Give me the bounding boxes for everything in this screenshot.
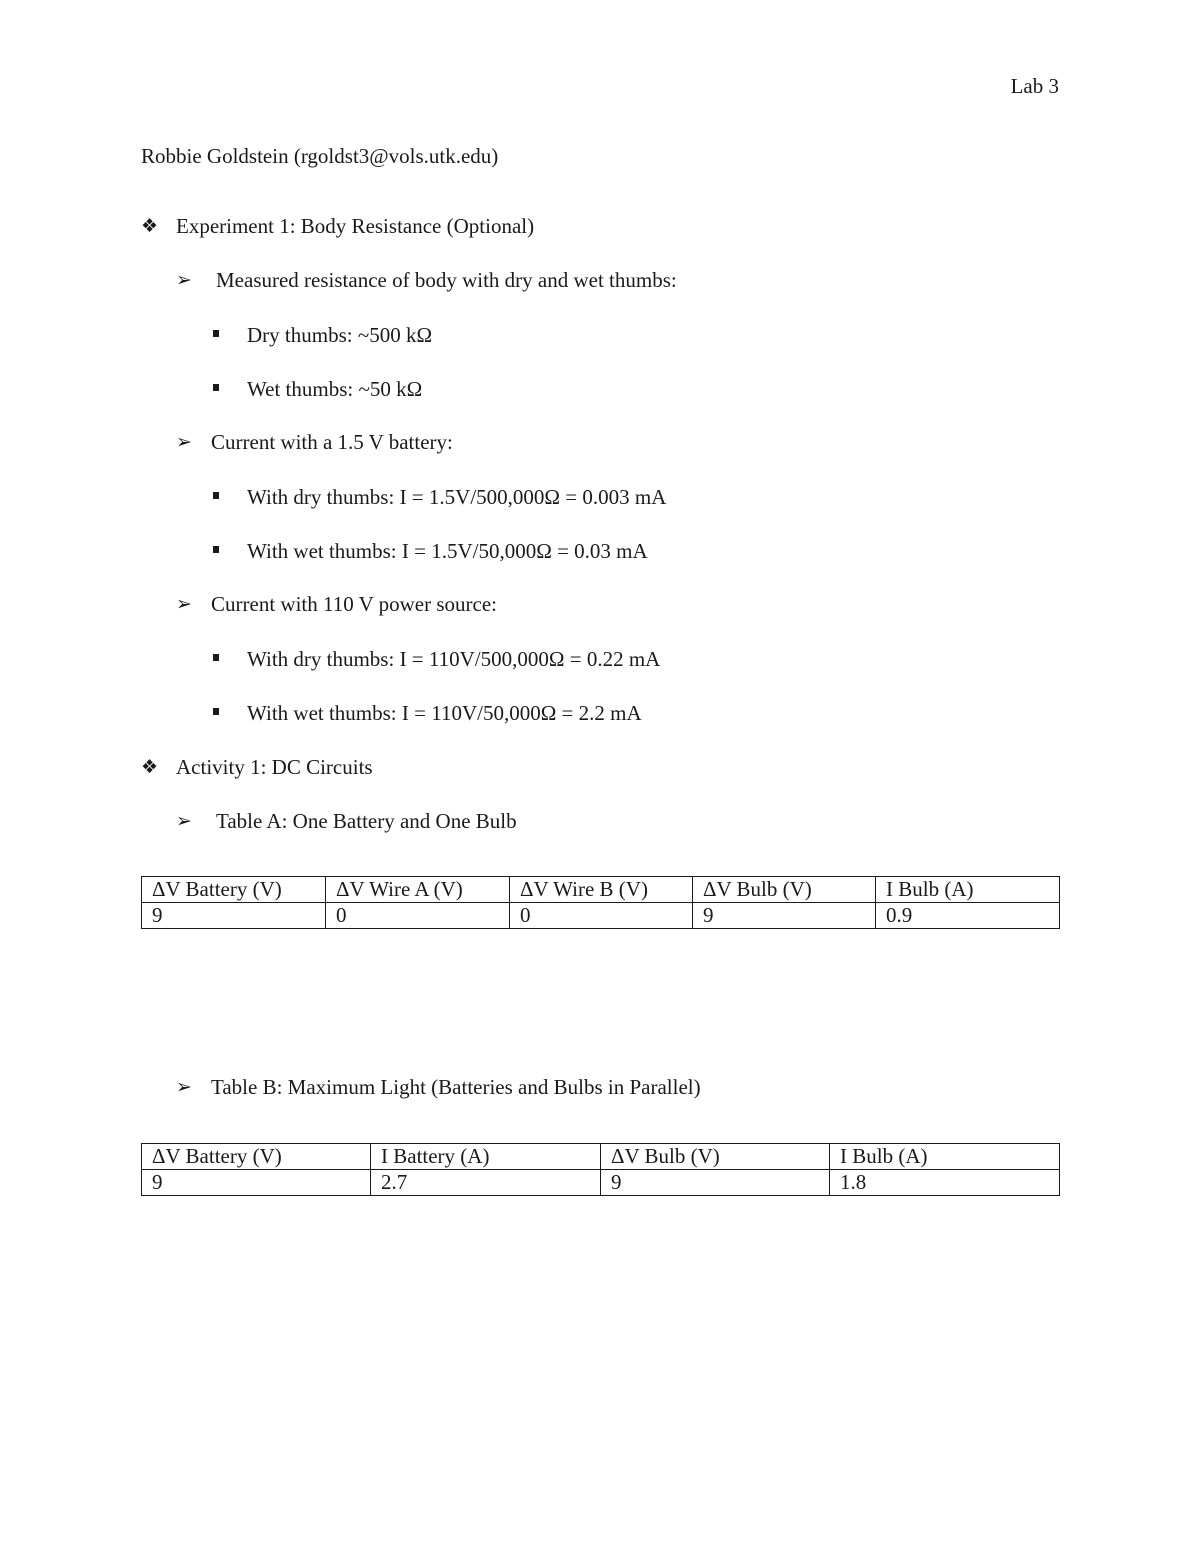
arrowhead-bullet-icon: ➢ xyxy=(176,1076,192,1098)
square-bullet-icon xyxy=(213,654,219,661)
arrowhead-bullet-icon: ➢ xyxy=(176,810,192,832)
measured-resistance-label: Measured resistance of body with dry and wet thumbs: xyxy=(216,268,677,292)
table-header-row xyxy=(142,1144,1060,1170)
square-bullet-icon xyxy=(213,492,219,499)
square-bullet-icon xyxy=(213,546,219,553)
table-header-cell: I Bulb (A) xyxy=(876,877,1060,903)
table-cell: 9 xyxy=(693,903,876,929)
table-header-cell: ΔV Wire B (V) xyxy=(510,877,693,903)
battery-current-label: Current with a 1.5 V battery: xyxy=(211,430,453,454)
arrowhead-bullet-icon: ➢ xyxy=(176,593,192,615)
table-cell: 0 xyxy=(510,903,693,929)
arrowhead-bullet-icon: ➢ xyxy=(176,431,192,453)
table-header-row xyxy=(142,877,1060,903)
experiment1-title: Experiment 1: Body Resistance (Optional) xyxy=(176,214,535,238)
power-source-label: Current with 110 V power source: xyxy=(211,592,497,616)
table-header-cell: I Bulb (A) xyxy=(830,1144,1060,1170)
table-cell: 2.7 xyxy=(371,1170,601,1196)
list-item: Wet thumbs: ~50 kΩ xyxy=(247,377,423,401)
list-item: Dry thumbs: ~500 kΩ xyxy=(247,323,433,347)
list-item: With wet thumbs: I = 110V/50,000Ω = 2.2 mA xyxy=(247,701,642,725)
diamond-bullet-icon: ❖ xyxy=(141,756,159,778)
table-header-cell: I Battery (A) xyxy=(371,1144,601,1170)
table-header-cell: ΔV Bulb (V) xyxy=(693,877,876,903)
table-row xyxy=(142,1170,1060,1196)
page-header-label: Lab 3 xyxy=(1010,74,1059,98)
table-header-cell: ΔV Battery (V) xyxy=(142,1144,371,1170)
table-header-cell: ΔV Battery (V) xyxy=(142,877,326,903)
table-header-cell: ΔV Wire A (V) xyxy=(326,877,510,903)
table-cell: 0.9 xyxy=(876,903,1060,929)
table-a-label: Table A: One Battery and One Bulb xyxy=(216,809,517,833)
list-item: With wet thumbs: I = 1.5V/50,000Ω = 0.03 mA xyxy=(247,539,648,563)
table-header-cell: ΔV Bulb (V) xyxy=(601,1144,830,1170)
author-line: Robbie Goldstein (rgoldst3@vols.utk.edu) xyxy=(141,144,499,168)
square-bullet-icon xyxy=(213,384,219,391)
square-bullet-icon xyxy=(213,330,219,337)
diamond-bullet-icon: ❖ xyxy=(141,215,159,237)
table-row xyxy=(142,903,1060,929)
table-a xyxy=(141,876,1060,929)
list-item: With dry thumbs: I = 110V/500,000Ω = 0.22 mA xyxy=(247,647,661,671)
arrowhead-bullet-icon: ➢ xyxy=(176,269,192,291)
table-cell: 1.8 xyxy=(830,1170,1060,1196)
table-b-label: Table B: Maximum Light (Batteries and Bulbs in Parallel) xyxy=(211,1075,701,1099)
table-cell: 9 xyxy=(142,903,326,929)
table-cell: 0 xyxy=(326,903,510,929)
activity1-title: Activity 1: DC Circuits xyxy=(176,755,373,779)
table-cell: 9 xyxy=(601,1170,830,1196)
list-item: With dry thumbs: I = 1.5V/500,000Ω = 0.003 mA xyxy=(247,485,667,509)
table-cell: 9 xyxy=(142,1170,371,1196)
square-bullet-icon xyxy=(213,708,219,715)
table-b xyxy=(141,1143,1060,1196)
